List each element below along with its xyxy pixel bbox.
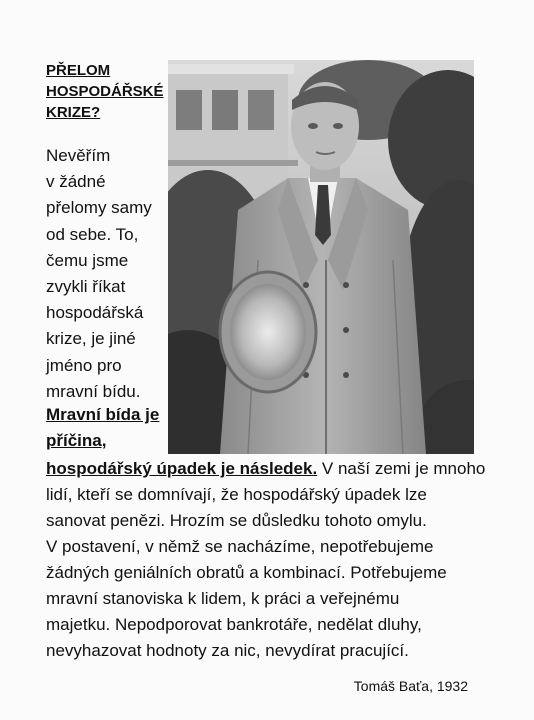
- intro-line: čemu jsme: [46, 250, 129, 270]
- signature: Tomáš Baťa, 1932: [353, 678, 468, 694]
- intro-paragraph: [46, 143, 176, 405]
- intro-line: Nevěřím: [46, 146, 111, 165]
- intro-line: od sebe. To,: [46, 224, 139, 244]
- body-line: lidí, kteří se domnívají, že hospodářský úpadek lze: [46, 485, 427, 504]
- intro-line: zvykli říkat: [46, 277, 126, 297]
- intro-line: mravní bídu.: [46, 381, 141, 401]
- intro-line: jméno pro: [46, 355, 122, 375]
- intro-line: hospodářská: [46, 303, 144, 323]
- emphasis-line: Mravní bída je: [46, 405, 160, 424]
- photo-hat: [220, 272, 316, 392]
- body-line: V postavení, v němž se nacházíme, nepotřebujeme: [46, 537, 434, 556]
- title-line: PŘELOM: [46, 62, 111, 79]
- body-line: majetku. Nepodporovat bankrotáře, nedělat dluhy,: [46, 615, 422, 634]
- body-paragraph: [46, 456, 486, 664]
- title-line: KRIZE?: [46, 104, 101, 121]
- body-line: mravní stanoviska k lidem, k práci a veřejnému: [46, 589, 400, 608]
- body-first-line-rest: V naší zemi je mnoho: [317, 459, 486, 478]
- title-line: HOSPODÁŘSKÉ: [46, 83, 164, 100]
- photo-building: [168, 64, 298, 188]
- body-line: sanovat penězi. Hrozím se důsledku tohoto omylu.: [46, 511, 427, 530]
- body-line: nevyhazovat hodnoty za nic, nevydírat pracující.: [46, 641, 409, 660]
- body-line: žádných geniálních obratů a kombinací. Potřebujeme: [46, 563, 447, 582]
- intro-line: v žádné: [46, 172, 106, 192]
- body-first-line: [46, 456, 486, 482]
- emphasis-line: příčina,: [46, 431, 107, 450]
- article-title: [46, 60, 186, 123]
- portrait-photo: [168, 60, 474, 454]
- emphasis-continued: hospodářský úpadek je následek.: [46, 459, 318, 478]
- intro-line: přelomy samy: [46, 198, 152, 218]
- emphasis-block: [46, 402, 176, 454]
- intro-line: krize, je jiné: [46, 329, 136, 349]
